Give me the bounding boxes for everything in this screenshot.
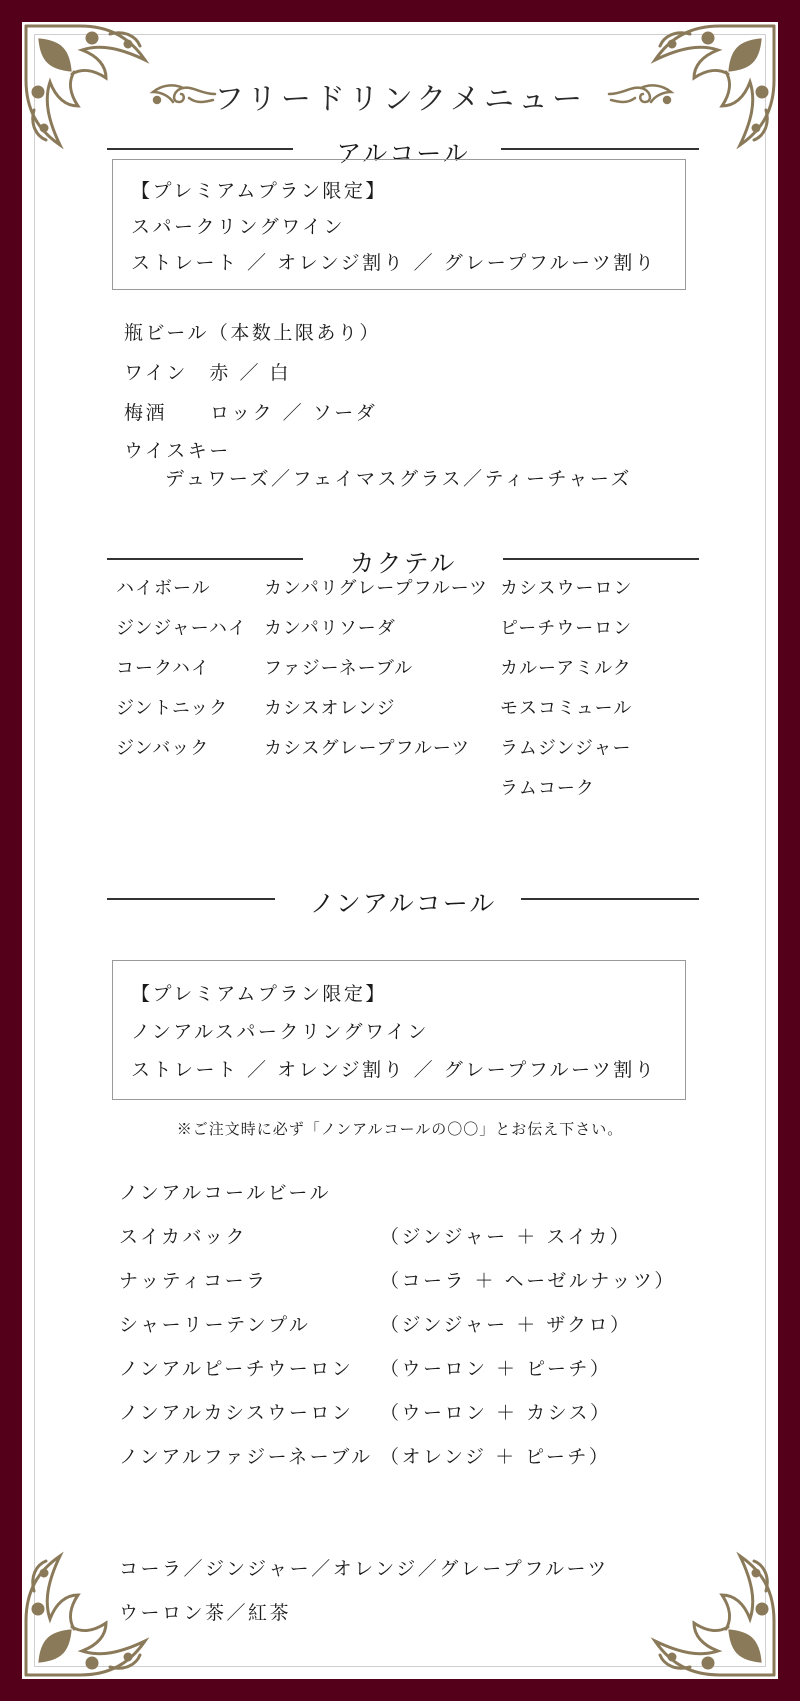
cocktail-item: コークハイ bbox=[116, 658, 210, 679]
mocktail-desc: （コーラ ＋ ヘーゼルナッツ） bbox=[380, 1270, 676, 1292]
cocktail-item: ラムコーク bbox=[500, 778, 595, 799]
menu-card bbox=[22, 22, 778, 1679]
menu-item: 梅酒 ロック ／ ソーダ bbox=[124, 402, 378, 424]
mocktail-desc: （オレンジ ＋ ピーチ） bbox=[380, 1446, 611, 1468]
section-heading-cocktail bbox=[107, 544, 699, 578]
cocktail-item: カルーアミルク bbox=[500, 658, 632, 679]
menu-item: ウイスキー bbox=[124, 440, 231, 462]
section-title: ノンアルコール bbox=[309, 889, 497, 918]
cocktail-item: カシスオレンジ bbox=[264, 698, 396, 719]
premium-label: 【プレミアムプラン限定】 bbox=[131, 983, 387, 1005]
mocktail-name: ノンアルピーチウーロン bbox=[119, 1358, 354, 1380]
premium-label: 【プレミアムプラン限定】 bbox=[131, 180, 387, 202]
mocktail-desc: （ウーロン ＋ ピーチ） bbox=[380, 1358, 612, 1380]
cocktail-item: ファジーネーブル bbox=[264, 658, 414, 679]
cocktail-item: カシスグレープフルーツ bbox=[264, 738, 471, 759]
premium-box-alcohol bbox=[112, 159, 686, 290]
cocktail-item: ジントニック bbox=[116, 698, 229, 719]
mocktail-name: ナッティコーラ bbox=[119, 1270, 268, 1292]
page-title: フリードリンクメニュー bbox=[214, 82, 586, 117]
menu-item: ワイン 赤 ／ 白 bbox=[124, 362, 292, 384]
menu-item: 瓶ビール（本数上限あり） bbox=[124, 322, 381, 344]
cocktail-item: カシスウーロン bbox=[500, 578, 633, 599]
premium-drink-name: ノンアルスパークリングワイン bbox=[131, 1021, 429, 1043]
mocktail-name: スイカバック bbox=[119, 1226, 248, 1248]
corner-ornament-icon bbox=[630, 1531, 780, 1681]
soft-drinks: ウーロン茶／紅茶 bbox=[119, 1602, 292, 1624]
soft-drinks: コーラ／ジンジャー／オレンジ／グレープフルーツ bbox=[119, 1558, 609, 1580]
cocktail-item: モスコミュール bbox=[500, 698, 633, 719]
mocktail-name: ノンアルカシスウーロン bbox=[119, 1402, 354, 1424]
premium-drink-options: ストレート ／ オレンジ割り ／ グレープフルーツ割り bbox=[131, 1059, 657, 1081]
cocktail-item: ピーチウーロン bbox=[500, 618, 633, 639]
whisky-brands: デュワーズ／フェイマスグラス／ティーチャーズ bbox=[165, 468, 632, 490]
order-note: ※ご注文時に必ず「ノンアルコールの〇〇」とお伝え下さい。 bbox=[176, 1120, 624, 1138]
cocktail-item: カンパリグレープフルーツ bbox=[264, 578, 489, 599]
section-title: カクテル bbox=[349, 549, 457, 578]
mocktail-desc: （ジンジャー ＋ ザクロ） bbox=[380, 1314, 632, 1336]
section-title: アルコール bbox=[336, 139, 470, 168]
premium-box-nonalcohol bbox=[112, 960, 686, 1100]
cocktail-item: ハイボール bbox=[116, 578, 211, 599]
cocktail-item: ジンジャーハイ bbox=[116, 618, 247, 639]
premium-drink-options: ストレート ／ オレンジ割り ／ グレープフルーツ割り bbox=[131, 252, 657, 274]
mocktail-name: シャーリーテンプル bbox=[119, 1314, 311, 1336]
cocktail-item: ラムジンジャー bbox=[500, 738, 632, 759]
mocktail-desc: （ジンジャー ＋ スイカ） bbox=[380, 1226, 632, 1248]
mocktail-desc: （ウーロン ＋ カシス） bbox=[380, 1402, 612, 1424]
cocktail-item: ジンバック bbox=[116, 738, 210, 759]
mocktail-name: ノンアルファジーネーブル bbox=[119, 1446, 373, 1468]
section-heading-nonalcohol bbox=[107, 884, 699, 918]
menu-item: ノンアルコールビール bbox=[119, 1182, 331, 1204]
cocktail-item: カンパリソーダ bbox=[264, 618, 396, 639]
premium-drink-name: スパークリングワイン bbox=[131, 216, 346, 238]
